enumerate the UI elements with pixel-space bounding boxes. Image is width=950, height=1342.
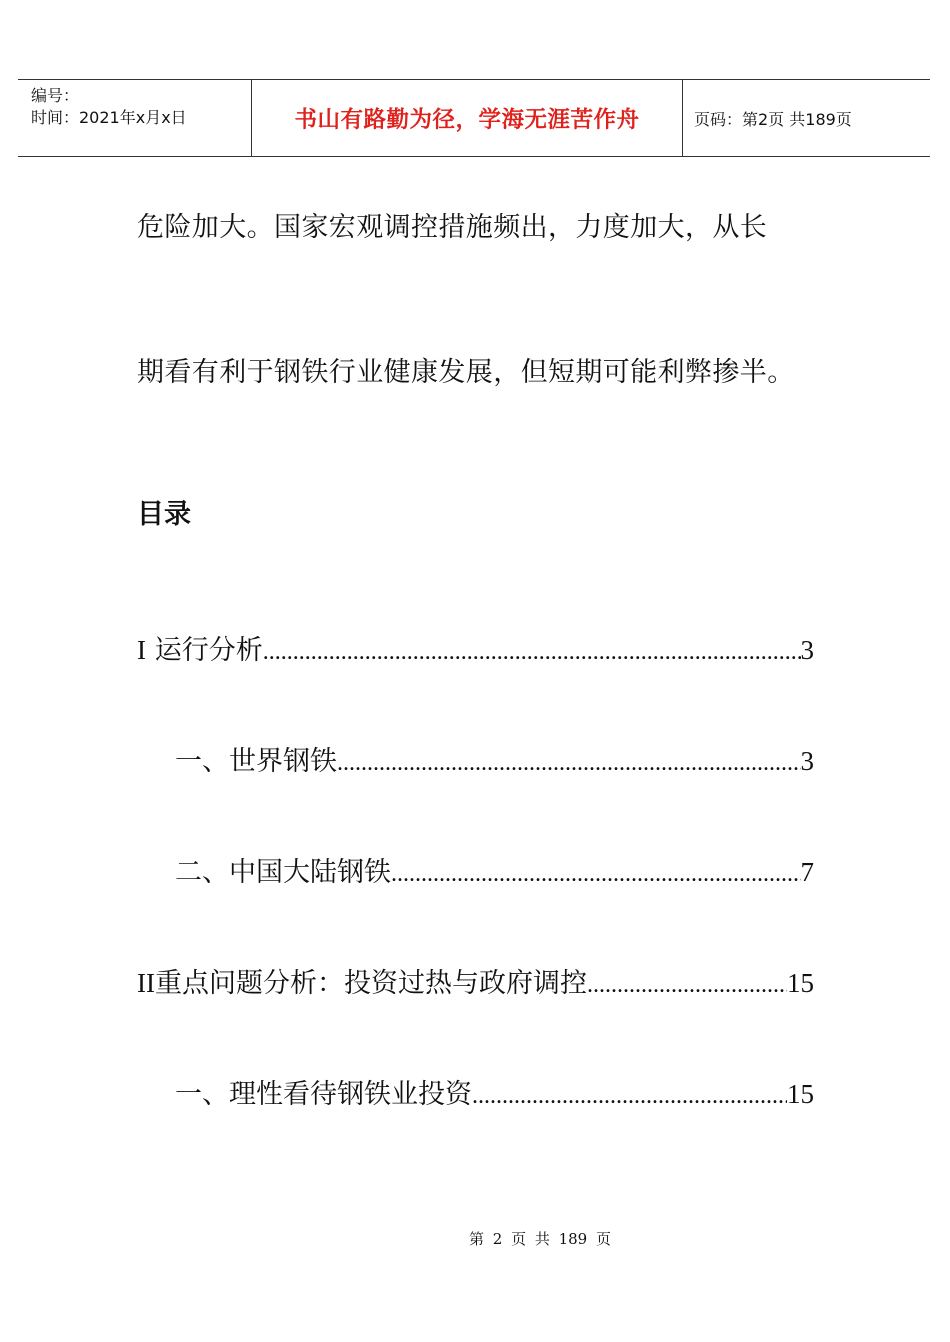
header-page-cell xyxy=(683,80,930,156)
header-motto: 书山有路勤为径，学海无涯苦作舟 xyxy=(294,107,640,133)
toc-leader-dots xyxy=(472,1083,787,1110)
toc-entry[interactable] xyxy=(175,1072,814,1112)
header-meta-cell xyxy=(18,80,251,156)
toc-entry-label: 运行分析 xyxy=(154,635,263,666)
toc-title: 目录 xyxy=(137,499,191,530)
toc-entry-number: I xyxy=(137,635,146,665)
toc-entry-page: 3 xyxy=(800,746,814,776)
toc-entry-page: 15 xyxy=(787,968,814,998)
toc-entry[interactable] xyxy=(175,850,814,890)
paragraph-line-1: 危险加大。国家宏观调控措施频出，力度加大，从长 xyxy=(137,212,768,243)
toc-leader-dots xyxy=(587,972,787,999)
toc-entry-label: 重点问题分析：投资过热与政府调控 xyxy=(154,968,587,999)
document-header xyxy=(18,79,930,157)
toc-entry-page: 15 xyxy=(787,1079,814,1109)
toc-entry-page: 7 xyxy=(800,857,814,887)
toc-leader-dots xyxy=(391,861,801,888)
header-motto-cell xyxy=(251,80,683,156)
toc-leader-dots xyxy=(263,639,801,666)
toc-entry[interactable] xyxy=(137,628,814,668)
document-time-label: 时间：2021年x月x日 xyxy=(31,108,187,127)
toc-leader-dots xyxy=(337,750,801,777)
paragraph-line-2: 期看有利于钢铁行业健康发展，但短期可能利弊掺半。 xyxy=(137,357,795,388)
header-page-info: 页码：第2页 共189页 xyxy=(694,109,852,129)
toc-entry-page: 3 xyxy=(800,635,814,665)
toc-entry-label: 一、理性看待钢铁业投资 xyxy=(175,1079,472,1110)
toc-entry-label: 一、世界钢铁 xyxy=(175,746,337,777)
document-number-label: 编号： xyxy=(31,86,80,105)
page-footer: 第 2 页 共 189 页 xyxy=(468,1230,611,1248)
toc-entry-label: 二、中国大陆钢铁 xyxy=(175,857,391,888)
toc-entry[interactable] xyxy=(175,739,814,779)
toc-entry-number: II xyxy=(137,968,155,998)
toc-entry[interactable] xyxy=(137,961,814,1001)
